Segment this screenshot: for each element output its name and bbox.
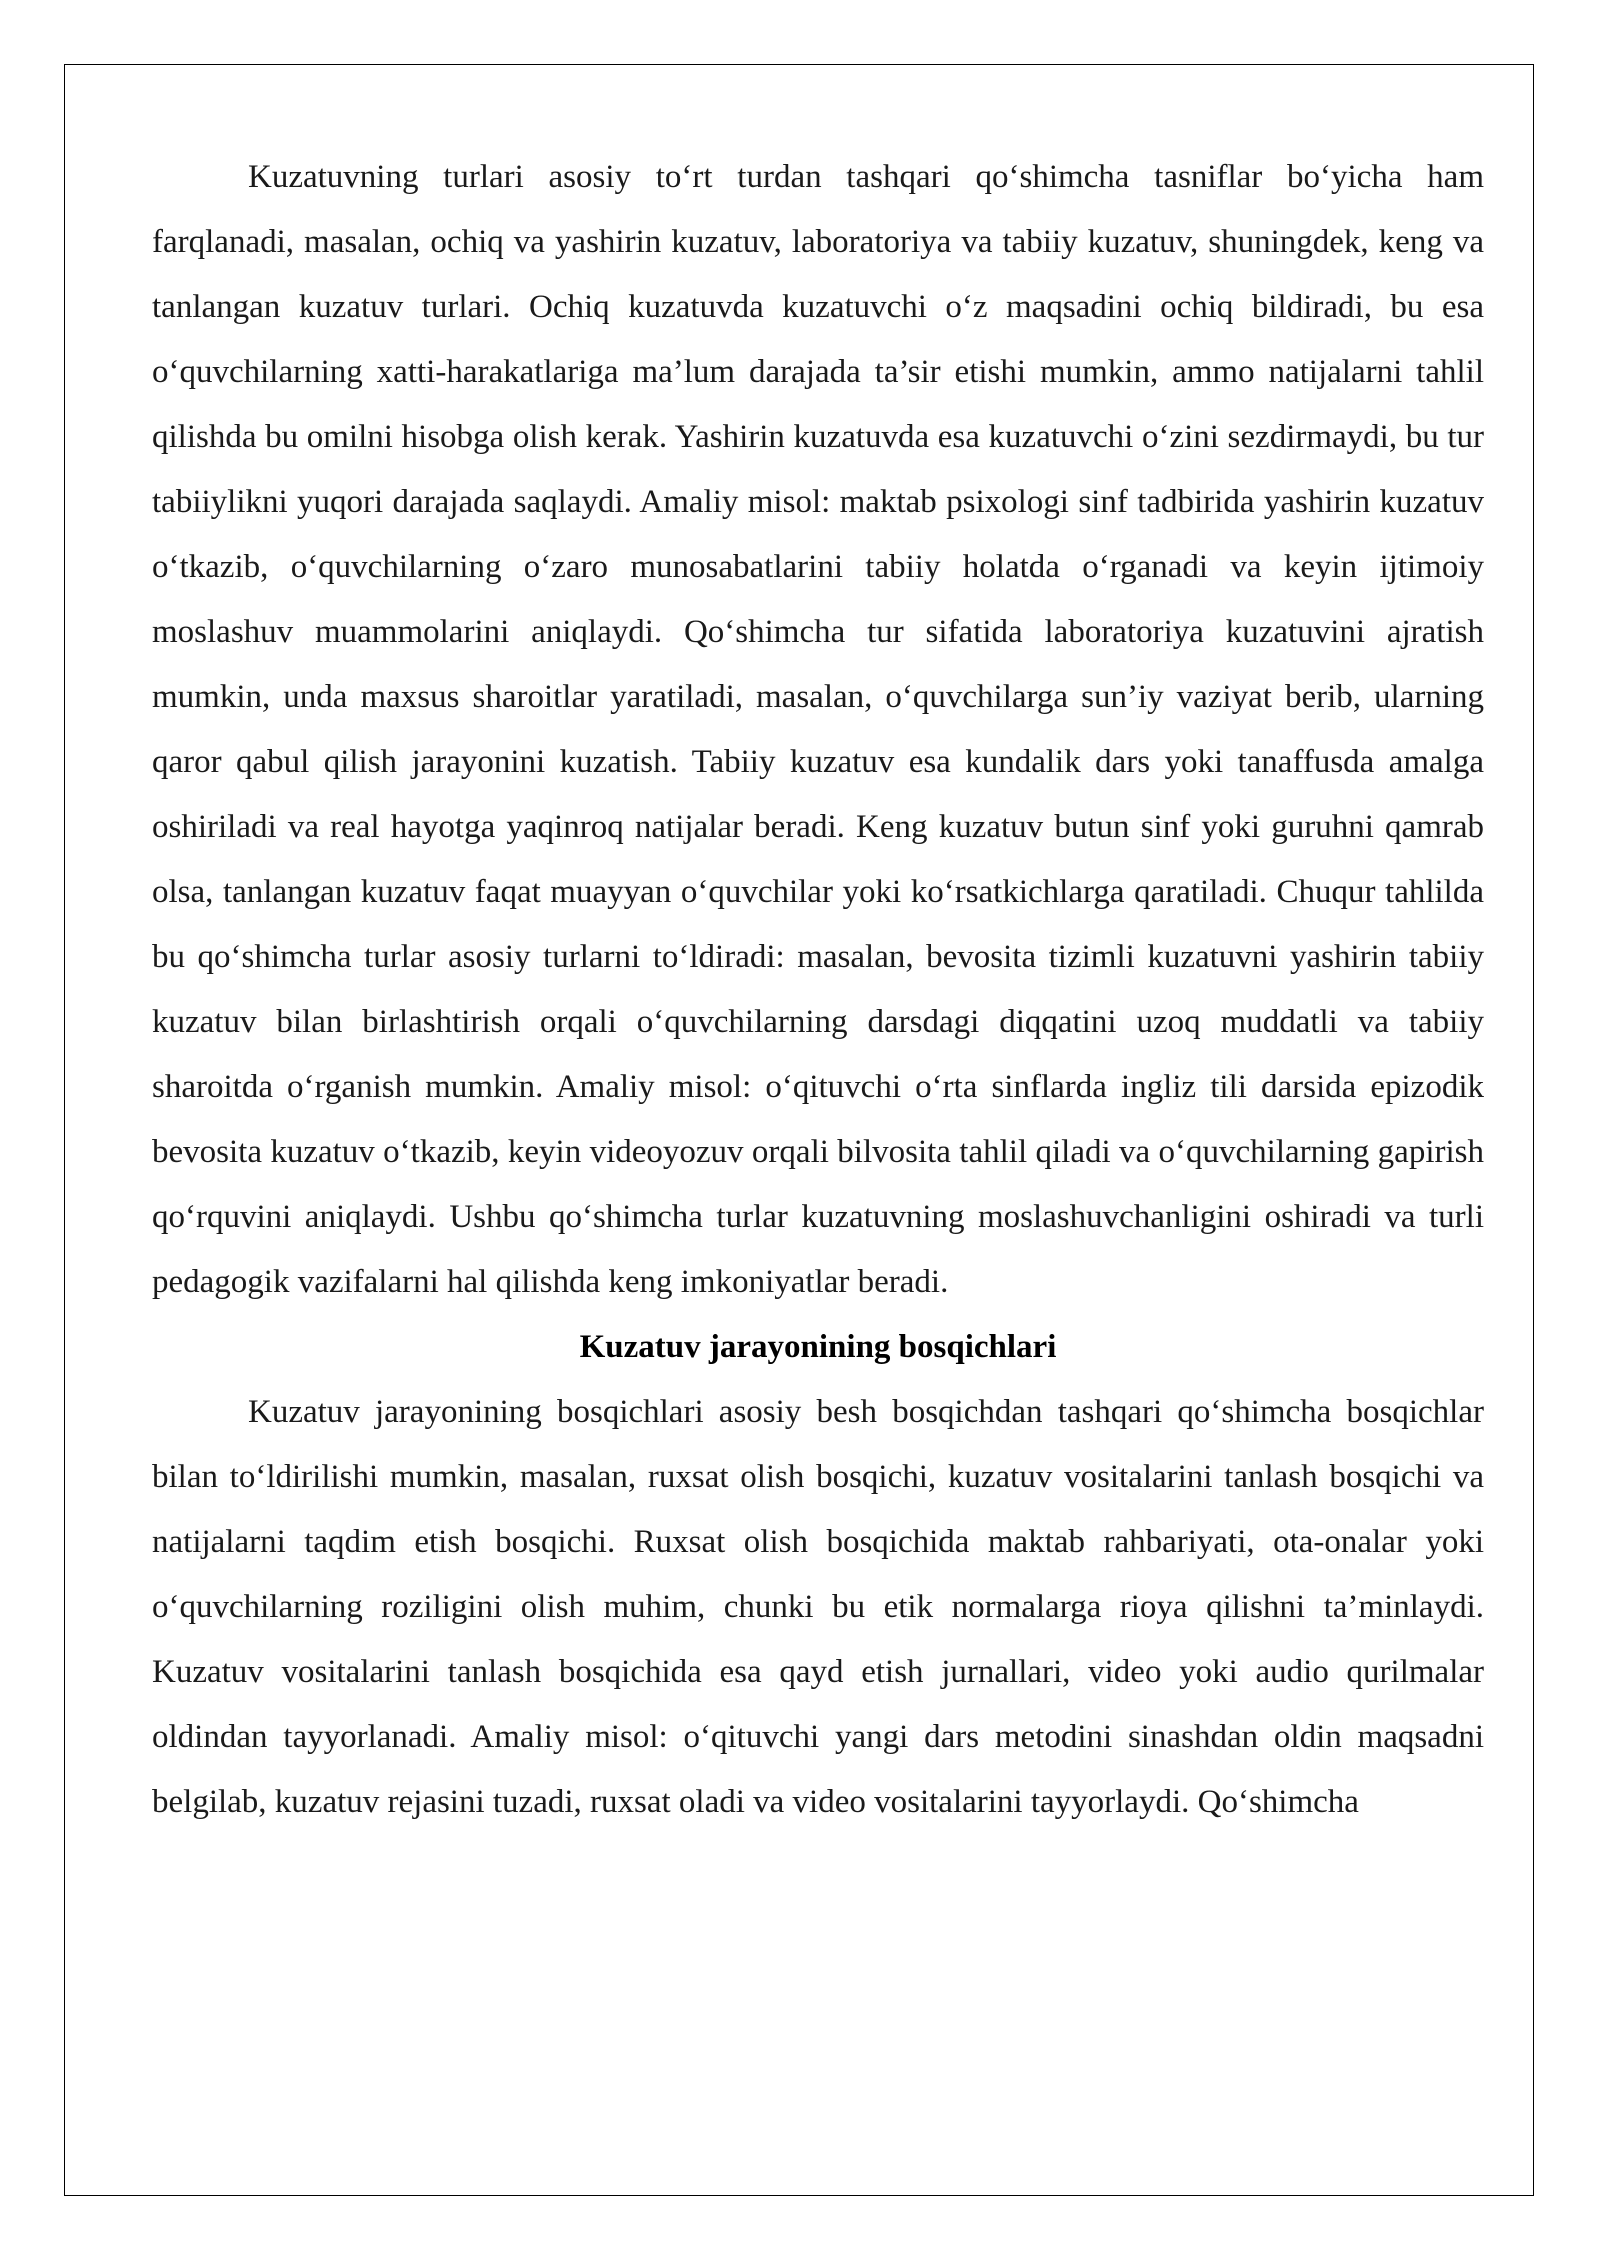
paragraph-kuzatuv-turlari: Kuzatuvning turlari asosiy to‘rt turdan tashqari qo‘shimcha tasniflar bo‘yicha ham farqlanadi, masalan, ochiq va yashirin kuzatuv, laboratoriya va tabiiy kuzatuv, shuningdek, keng va tanlangan kuzatuv turlari. Ochiq kuzatuvda kuzatuvchi o‘z maqsadini ochiq bildiradi, bu esa o‘quvchilarning xatti-harakatlariga ma’lum darajada ta’sir etishi mumkin, ammo natijalarni tahlil qilishda bu omilni hisobga olish kerak. Yashirin kuzatuvda esa kuzatuvchi o‘zini sezdirmaydi, bu tur tabiiylikni yuqori darajada saqlaydi. Amaliy misol: maktab psixologi sinf tadbirida yashirin kuzatuv o‘tkazib, o‘quvchilarning o‘zaro munosabatlarini tabiiy holatda o‘rganadi va keyin ijtimoiy moslashuv muammolarini aniqlaydi. Qo‘shimcha tur sifatida laboratoriya kuzatuvini ajratish mumkin, unda maxsus sharoitlar yaratiladi, masalan, o‘quvchilarga sun’iy vaziyat berib, ularning qaror qabul qilish jarayonini kuzatish. Tabiiy kuzatuv esa kundalik dars yoki tanaffusda amalga oshiriladi va real hayotga yaqinroq natijalar beradi. Keng kuzatuv butun sinf yoki guruhni qamrab olsa, tanlangan kuzatuv faqat muayyan o‘quvchilar yoki ko‘rsatkichlarga qaratiladi. Chuqur tahlilda bu qo‘shimcha turlar asosiy turlarni to‘ldiradi: masalan, bevosita tizimli kuzatuvni yashirin tabiiy kuzatuv bilan birlashtirish orqali o‘quvchilarning darsdagi diqqatini uzoq muddatli va tabiiy sharoitda o‘rganish mumkin. Amaliy misol: o‘qituvchi o‘rta sinflarda ingliz tili darsida epizodik bevosita kuzatuv o‘tkazib, keyin videoyozuv orqali bilvosita tahlil qiladi va o‘quvchilarning gapirish qo‘rquvini aniqlaydi. Ushbu qo‘shimcha turlar kuzatuvning moslashuvchanligini oshiradi va turli pedagogik vazifalarni hal qilishda keng imkoniyatlar beradi. [152,159,1484,1300]
paragraph-bosqichlar: Kuzatuv jarayonining bosqichlari asosiy besh bosqichdan tashqari qo‘shimcha bosqichlar bilan to‘ldirilishi mumkin, masalan, ruxsat olish bosqichi, kuzatuv vositalarini tanlash bosqichi va natijalarni taqdim etish bosqichi. Ruxsat olish bosqichida maktab rahbariyati, ota-onalar yoki o‘quvchilarning roziligini olish muhim, chunki bu etik normalarga rioya qilishni ta’minlaydi. Kuzatuv vositalarini tanlash bosqichida esa qayd etish jurnallari, video yoki audio qurilmalar oldindan tayyorlanadi. Amaliy misol: o‘qituvchi yangi dars metodini sinashdan oldin maqsadni belgilab, kuzatuv rejasini tuzadi, ruxsat oladi va video vositalarini tayyorlaydi. Qo‘shimcha [152,1394,1484,1820]
section-heading: Kuzatuv jarayonining bosqichlari [579,1329,1057,1365]
document-body [152,145,1484,1835]
